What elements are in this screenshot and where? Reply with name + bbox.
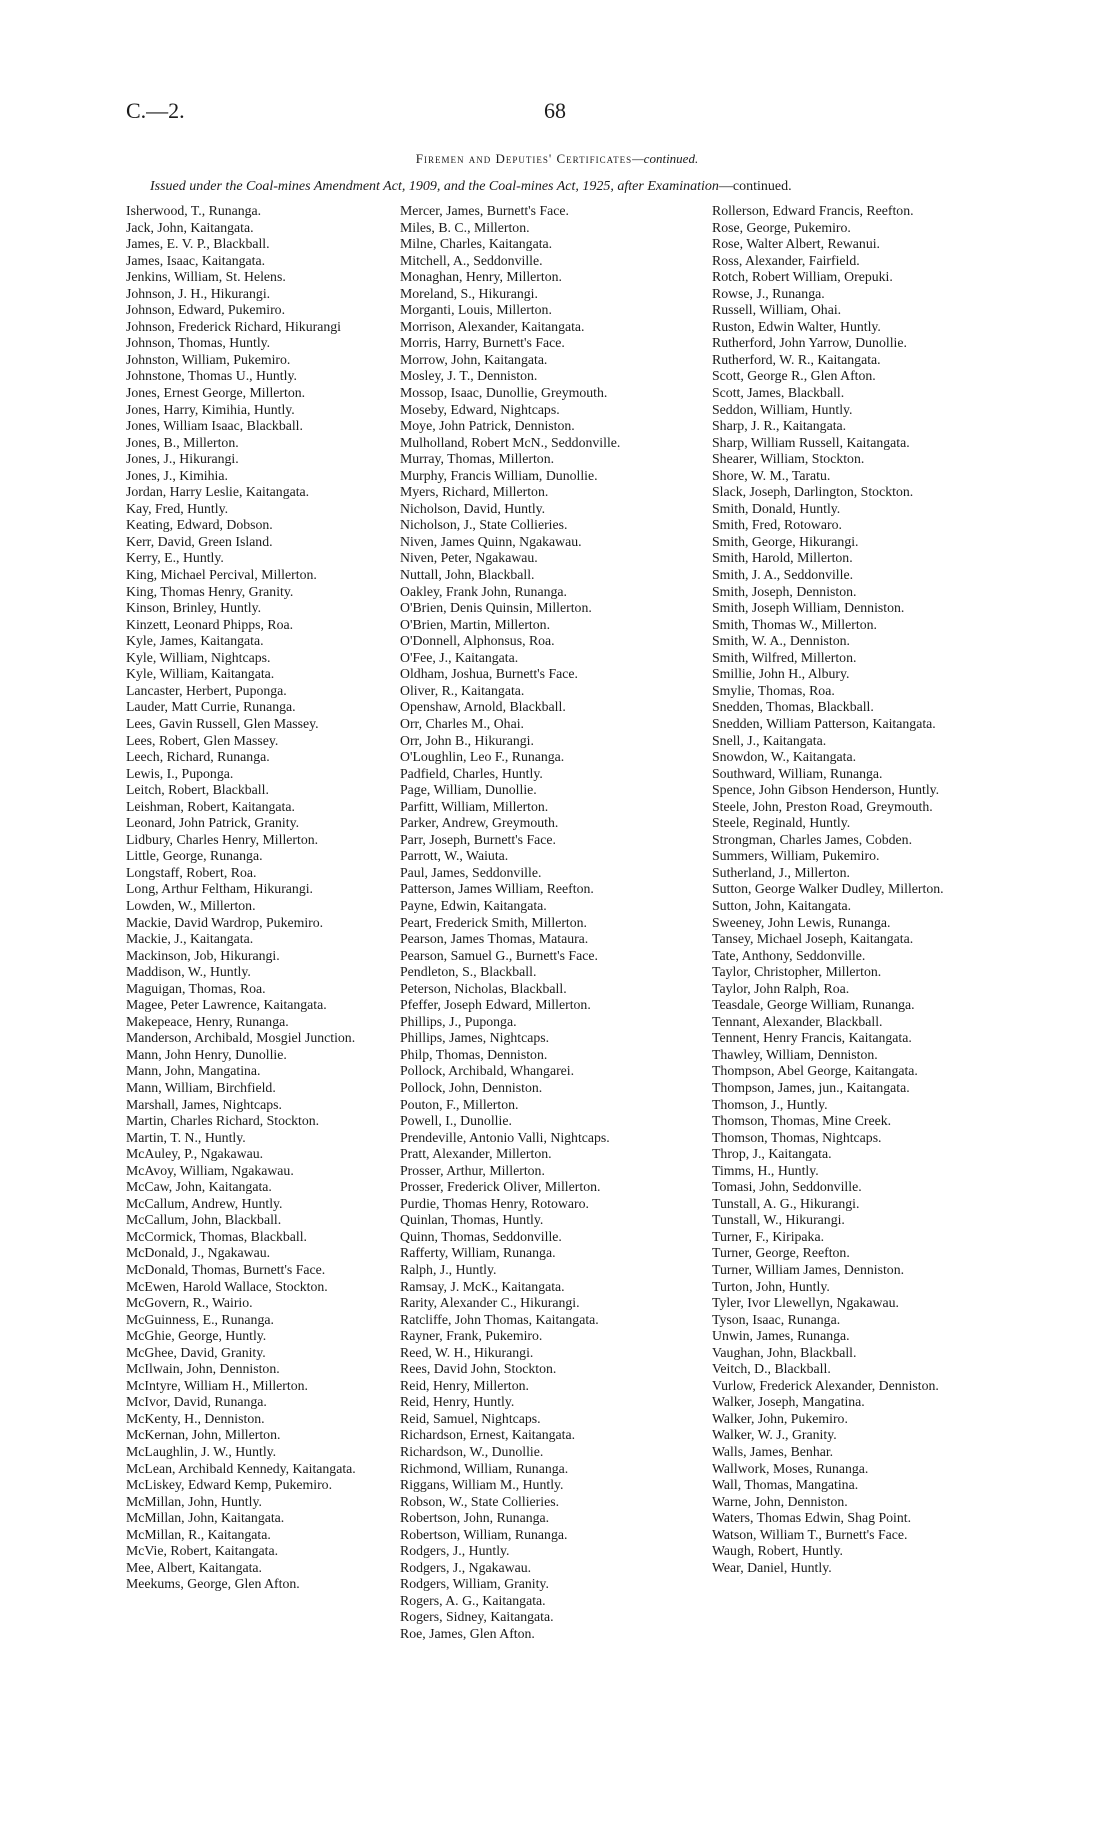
certificate-entry: McLean, Archibald Kennedy, Kaitangata. (126, 1460, 356, 1476)
certificate-entry: Pfeffer, Joseph Edward, Millerton. (400, 997, 591, 1013)
certificate-entry: Lowden, W., Millerton. (126, 897, 256, 913)
certificate-entry: James, Isaac, Kaitangata. (126, 252, 266, 268)
certificate-entry: Johnson, Thomas, Huntly. (126, 335, 271, 351)
certificate-entry: Jones, Harry, Kimihia, Huntly. (126, 401, 295, 417)
certificate-entry: Sharp, William Russell, Kaitangata. (712, 434, 910, 450)
certificate-entry: Mercer, James, Burnett's Face. (400, 203, 569, 218)
certificate-entry: Russell, William, Ohai. (712, 302, 842, 318)
certificate-entry: Long, Arthur Feltham, Hikurangi. (126, 881, 313, 897)
certificate-entry: Parr, Joseph, Burnett's Face. (400, 831, 556, 847)
certificate-entry: Rose, George, Pukemiro. (712, 219, 851, 235)
certificate-entry: Wall, Thomas, Mangatina. (712, 1477, 859, 1493)
certificate-entry: Kinzett, Leonard Phipps, Roa. (126, 616, 294, 632)
certificate-entry: Tyler, Ivor Llewellyn, Ngakawau. (712, 1295, 899, 1311)
certificate-entry: Patterson, James William, Reefton. (400, 881, 594, 897)
certificate-entry: Mee, Albert, Kaitangata. (126, 1559, 263, 1575)
certificate-entry: O'Fee, J., Kaitangata. (400, 649, 519, 665)
certificate-entry: Jones, B., Millerton. (126, 434, 239, 450)
certificate-entry: Mulholland, Robert McN., Seddonville. (400, 434, 621, 450)
certificate-entry: Mann, John Henry, Dunollie. (126, 1046, 287, 1062)
certificate-entry: Walker, W. J., Granity. (712, 1427, 837, 1443)
certificate-entry: Prendeville, Antonio Valli, Nightcaps. (400, 1129, 610, 1145)
certificate-entry: Mann, William, Birchfield. (126, 1079, 276, 1095)
certificate-entry: Moseby, Edward, Nightcaps. (400, 401, 560, 417)
certificate-entry: Peart, Frederick Smith, Millerton. (400, 914, 587, 930)
certificate-entry: Parker, Andrew, Greymouth. (400, 815, 559, 831)
certificate-entry: McGhie, George, Huntly. (126, 1328, 267, 1344)
certificate-entry: Kyle, William, Nightcaps. (126, 649, 271, 665)
certificate-entry: Johnson, Frederick Richard, Hikurangi (126, 318, 341, 334)
certificate-entry: Rose, Walter Albert, Rewanui. (712, 236, 880, 252)
names-column-3 (712, 203, 1014, 1576)
certificate-entry: Ralph, J., Huntly. (400, 1262, 497, 1277)
certificate-entry: Richmond, William, Runanga. (400, 1460, 569, 1476)
certificate-entry: Murray, Thomas, Millerton. (400, 451, 555, 467)
page-number: 68 (544, 98, 566, 123)
certificate-entry: Rafferty, William, Runanga. (400, 1245, 556, 1261)
certificate-entry: Lewis, I., Puponga. (126, 765, 234, 781)
certificate-entry: McMillan, John, Huntly. (126, 1493, 262, 1509)
certificate-entry: McDonald, J., Ngakawau. (126, 1245, 271, 1261)
section-title-main: Firemen and Deputies' Certificates (415, 151, 633, 166)
certificate-entry: Leishman, Robert, Kaitangata. (126, 798, 295, 814)
certificate-entry: Moreland, S., Hikurangi. (400, 285, 538, 301)
certificate-entry: McCormick, Thomas, Blackball. (126, 1228, 307, 1244)
certificate-entry: Jones, J., Kimihia. (126, 467, 228, 483)
certificate-entry: Leonard, John Patrick, Granity. (126, 815, 300, 831)
certificate-entry: McGovern, R., Wairio. (126, 1295, 253, 1311)
certificate-entry: Teasdale, George William, Runanga. (712, 997, 915, 1013)
certificate-entry: McAvoy, William, Ngakawau. (126, 1162, 294, 1178)
certificate-entry: McLiskey, Edward Kemp, Pukemiro. (126, 1477, 333, 1493)
certificate-entry: O'Donnell, Alphonsus, Roa. (400, 633, 555, 649)
certificate-entry: McIlwain, John, Denniston. (126, 1361, 280, 1377)
certificate-entry: Timms, H., Huntly. (712, 1162, 819, 1178)
certificate-entry: Peterson, Nicholas, Blackball. (400, 980, 567, 996)
certificate-entry: Snedden, Thomas, Blackball. (712, 699, 874, 715)
certificate-entry: Rogers, Sidney, Kaitangata. (400, 1609, 554, 1625)
certificate-entry: Makepeace, Henry, Runanga. (126, 1013, 289, 1029)
certificate-entry: Jack, John, Kaitangata. (126, 219, 254, 235)
certificate-entry: Throp, J., Kaitangata. (712, 1146, 832, 1162)
subtitle-continued: —continued. (718, 179, 792, 194)
certificate-entry: Slack, Joseph, Darlington, Stockton. (712, 484, 914, 500)
certificate-entry: Thomson, J., Huntly. (712, 1096, 828, 1112)
certificate-entry: Warne, John, Denniston. (712, 1493, 848, 1509)
certificate-entry: Johnson, J. H., Hikurangi. (126, 285, 271, 301)
certificate-entry: Turner, George, Reefton. (712, 1245, 850, 1261)
certificate-entry: Sutton, John, Kaitangata. (712, 897, 852, 913)
certificate-entry: James, E. V. P., Blackball. (126, 236, 270, 252)
certificate-entry: Richardson, Ernest, Kaitangata. (400, 1427, 576, 1443)
certificate-entry: Ruston, Edwin Walter, Huntly. (712, 318, 881, 334)
certificate-entry: Turner, F., Kiripaka. (712, 1228, 825, 1244)
certificate-entry: Kyle, William, Kaitangata. (126, 666, 275, 682)
certificate-entry: King, Thomas Henry, Granity. (126, 583, 294, 599)
certificate-entry: Page, William, Dunollie. (400, 782, 537, 798)
certificate-entry: Morganti, Louis, Millerton. (400, 302, 552, 318)
certificate-entry: Milne, Charles, Kaitangata. (400, 236, 553, 252)
certificate-entry: Tate, Anthony, Seddonville. (712, 947, 866, 963)
certificate-entry: Pollock, John, Denniston. (400, 1079, 543, 1095)
certificate-entry: Little, George, Runanga. (126, 848, 263, 864)
certificate-entry: Pratt, Alexander, Millerton. (400, 1146, 552, 1162)
certificate-entry: Lidbury, Charles Henry, Millerton. (126, 831, 319, 847)
certificate-entry: Jones, J., Hikurangi. (126, 451, 239, 467)
certificate-entry: Nicholson, David, Huntly. (400, 500, 546, 516)
certificate-entry: Purdie, Thomas Henry, Rotowaro. (400, 1195, 589, 1211)
certificate-entry: Leech, Richard, Runanga. (126, 749, 270, 765)
certificate-entry: Waugh, Robert, Huntly. (712, 1543, 843, 1559)
certificate-entry: Pearson, Samuel G., Burnett's Face. (400, 947, 598, 963)
certificate-entry: Oakley, Frank John, Runanga. (400, 583, 567, 599)
certificate-entry: Kay, Fred, Huntly. (126, 500, 229, 516)
certificate-entry: Jones, Ernest George, Millerton. (126, 385, 306, 401)
certificate-entry: Robson, W., State Collieries. (400, 1493, 560, 1509)
certificate-entry: Orr, John B., Hikurangi. (400, 732, 534, 748)
certificate-entry: Reid, Henry, Huntly. (400, 1394, 515, 1410)
certificate-entry: Tennant, Alexander, Blackball. (712, 1013, 883, 1029)
certificate-entry: Southward, William, Runanga. (712, 765, 883, 781)
certificate-entry: Tennent, Henry Francis, Kaitangata. (712, 1030, 912, 1046)
certificate-entry: Ross, Alexander, Fairfield. (712, 252, 860, 268)
certificate-entry: Monaghan, Henry, Millerton. (400, 269, 562, 285)
certificate-entry: McDonald, Thomas, Burnett's Face. (126, 1262, 326, 1277)
certificate-entry: Rodgers, William, Granity. (400, 1576, 549, 1592)
certificate-entry: Phillips, J., Puponga. (400, 1013, 517, 1029)
certificate-entry: Pearson, James Thomas, Mataura. (400, 931, 589, 947)
certificate-entry: Reid, Henry, Millerton. (400, 1377, 530, 1393)
certificate-entry: Walls, James, Benhar. (712, 1444, 834, 1460)
certificate-entry: McGhee, David, Granity. (126, 1344, 266, 1360)
certificate-entry: Smith, Joseph William, Denniston. (712, 600, 905, 616)
certificate-entry: Richardson, W., Dunollie. (400, 1444, 544, 1460)
certificate-entry: Robertson, William, Runanga. (400, 1526, 568, 1542)
certificate-entry: Lancaster, Herbert, Puponga. (126, 682, 287, 698)
certificate-entry: McCaw, John, Kaitangata. (126, 1179, 272, 1195)
section-title (0, 151, 1114, 167)
certificate-entry: Mossop, Isaac, Dunollie, Greymouth. (400, 385, 608, 401)
certificate-entry: Miles, B. C., Millerton. (400, 219, 530, 235)
certificate-entry: Padfield, Charles, Huntly. (400, 765, 543, 781)
certificate-entry: Summers, William, Pukemiro. (712, 848, 880, 864)
certificate-entry: Kyle, James, Kaitangata. (126, 633, 264, 649)
certificate-entry: Johnston, William, Pukemiro. (126, 351, 291, 367)
certificate-entry: Smylie, Thomas, Roa. (712, 682, 835, 698)
certificate-entry: Paul, James, Seddonville. (400, 864, 542, 880)
certificate-entry: Rogers, A. G., Kaitangata. (400, 1592, 546, 1608)
certificate-entry: McMillan, John, Kaitangata. (126, 1510, 285, 1526)
certificate-entry: McMillan, R., Kaitangata. (126, 1526, 271, 1542)
certificate-entry: Robertson, John, Runanga. (400, 1510, 550, 1526)
certificate-entry: Morrow, John, Kaitangata. (400, 351, 548, 367)
certificate-entry: Thawley, William, Denniston. (712, 1046, 878, 1062)
certificate-entry: Meekums, George, Glen Afton. (126, 1576, 300, 1592)
certificate-entry: McVie, Robert, Kaitangata. (126, 1543, 279, 1559)
certificate-entry: Moye, John Patrick, Denniston. (400, 418, 575, 434)
certificate-entry: Riggans, William M., Huntly. (400, 1477, 564, 1493)
certificate-entry: Watson, William T., Burnett's Face. (712, 1526, 908, 1542)
certificate-entry: Tansey, Michael Joseph, Kaitangata. (712, 931, 914, 947)
certificate-entry: Rowse, J., Runanga. (712, 285, 825, 301)
certificate-entry: Ramsay, J. McK., Kaitangata. (400, 1278, 565, 1294)
certificate-entry: Martin, Charles Richard, Stockton. (126, 1113, 320, 1129)
certificate-entry: Smith, Harold, Millerton. (712, 550, 853, 566)
certificate-entry: Smillie, John H., Albury. (712, 666, 850, 682)
certificate-entry: McCallum, Andrew, Huntly. (126, 1195, 283, 1211)
certificate-entry: Rutherford, W. R., Kaitangata. (712, 351, 881, 367)
certificate-entry: Walker, Joseph, Mangatina. (712, 1394, 865, 1410)
certificate-entry: Vaughan, John, Blackball. (712, 1344, 857, 1360)
certificate-entry: Parfitt, William, Millerton. (400, 798, 549, 814)
certificate-entry: Orr, Charles M., Ohai. (400, 715, 524, 731)
certificate-entry: Snowdon, W., Kaitangata. (712, 749, 857, 765)
certificate-entry: Shearer, William, Stockton. (712, 451, 865, 467)
certificate-entry: Sutherland, J., Millerton. (712, 864, 850, 880)
certificate-entry: Manderson, Archibald, Mosgiel Junction. (126, 1030, 356, 1046)
certificate-entry: Lees, Robert, Glen Massey. (126, 732, 279, 748)
certificate-entry: Smith, W. A., Denniston. (712, 633, 850, 649)
certificate-entry: Thomson, Thomas, Mine Creek. (712, 1113, 892, 1129)
certificate-entry: Parrott, W., Waiuta. (400, 848, 509, 864)
certificate-entry: Reed, W. H., Hikurangi. (400, 1344, 534, 1360)
certificate-entry: Tomasi, John, Seddonville. (712, 1179, 862, 1195)
certificate-entry: Tunstall, W., Hikurangi. (712, 1212, 845, 1228)
certificate-entry: Rayner, Frank, Pukemiro. (400, 1328, 543, 1344)
certificate-entry: Longstaff, Robert, Roa. (126, 864, 257, 880)
certificate-entry: Ratcliffe, John Thomas, Kaitangata. (400, 1311, 599, 1327)
certificate-entry: Sutton, George Walker Dudley, Millerton. (712, 881, 944, 897)
certificate-entry: Philp, Thomas, Denniston. (400, 1046, 548, 1062)
certificate-entry: Smith, J. A., Seddonville. (712, 567, 854, 583)
certificate-entry: Thompson, James, jun., Kaitangata. (712, 1079, 910, 1095)
certificate-entry: Powell, I., Dunollie. (400, 1113, 512, 1129)
certificate-entry: Magee, Peter Lawrence, Kaitangata. (126, 997, 327, 1013)
certificate-entry: Sharp, J. R., Kaitangata. (712, 418, 847, 434)
certificate-entry: Snell, J., Kaitangata. (712, 732, 827, 748)
certificate-entry: McKenty, H., Denniston. (126, 1410, 265, 1426)
certificate-entry: Mackinson, Job, Hikurangi. (126, 947, 280, 963)
certificate-entry: Johnson, Edward, Pukemiro. (126, 302, 286, 318)
certificate-entry: Mann, John, Mangatina. (126, 1063, 261, 1079)
certificate-entry: Mackie, J., Kaitangata. (126, 931, 254, 947)
certificate-entry: McKernan, John, Millerton. (126, 1427, 281, 1443)
certificate-entry: Jordan, Harry Leslie, Kaitangata. (126, 484, 310, 500)
certificate-entry: Nicholson, J., State Collieries. (400, 517, 568, 533)
certificate-entry: Lees, Gavin Russell, Glen Massey. (126, 715, 319, 731)
certificate-entry: McAuley, P., Ngakawau. (126, 1146, 264, 1162)
certificate-entry: McIvor, David, Runanga. (126, 1394, 267, 1410)
certificate-entry: Murphy, Francis William, Dunollie. (400, 467, 598, 483)
certificate-entry: Keating, Edward, Dobson. (126, 517, 273, 533)
certificate-entry: Strongman, Charles James, Cobden. (712, 831, 913, 847)
names-column-2 (400, 203, 700, 1643)
section-subtitle (150, 179, 1040, 195)
certificate-entry: Scott, George R., Glen Afton. (712, 368, 876, 384)
certificate-entry: Turner, William James, Denniston. (712, 1262, 905, 1277)
certificate-entry: Morris, Harry, Burnett's Face. (400, 335, 565, 351)
certificate-entry: Pouton, F., Millerton. (400, 1096, 519, 1112)
certificate-entry: Pendleton, S., Blackball. (400, 964, 537, 980)
certificate-entry: Tyson, Isaac, Runanga. (712, 1311, 841, 1327)
certificate-entry: Vurlow, Frederick Alexander, Denniston. (712, 1377, 939, 1393)
certificate-entry: Wallwork, Moses, Runanga. (712, 1460, 869, 1476)
certificate-entry: Waters, Thomas Edwin, Shag Point. (712, 1510, 912, 1526)
certificate-entry: Morrison, Alexander, Kaitangata. (400, 318, 585, 334)
certificate-entry: Openshaw, Arnold, Blackball. (400, 699, 566, 715)
certificate-entry: Smith, Joseph, Denniston. (712, 583, 857, 599)
certificate-entry: Marshall, James, Nightcaps. (126, 1096, 282, 1112)
certificate-entry: Roe, James, Glen Afton. (400, 1626, 535, 1642)
certificate-entry: McEwen, Harold Wallace, Stockton. (126, 1278, 328, 1294)
certificate-entry: Sweeney, John Lewis, Runanga. (712, 914, 891, 930)
certificate-entry: Oldham, Joshua, Burnett's Face. (400, 666, 578, 682)
certificate-entry: Maguigan, Thomas, Roa. (126, 980, 266, 996)
certificate-entry: Rarity, Alexander C., Hikurangi. (400, 1295, 580, 1311)
certificate-entry: Taylor, Christopher, Millerton. (712, 964, 882, 980)
certificate-entry: Leitch, Robert, Blackball. (126, 782, 269, 798)
certificate-entry: Pollock, Archibald, Whangarei. (400, 1063, 575, 1079)
certificate-entry: Taylor, John Ralph, Roa. (712, 980, 850, 996)
certificate-entry: Mitchell, A., Seddonville. (400, 252, 543, 268)
document-reference: C.—2. (126, 98, 185, 123)
certificate-entry: Steele, John, Preston Road, Greymouth. (712, 798, 933, 814)
certificate-entry: Mosley, J. T., Denniston. (400, 368, 538, 384)
certificate-entry: Prosser, Frederick Oliver, Millerton. (400, 1179, 601, 1195)
certificate-entry: Steele, Reginald, Huntly. (712, 815, 851, 831)
certificate-entry: Smith, Thomas W., Millerton. (712, 616, 877, 632)
certificate-entry: Lauder, Matt Currie, Runanga. (126, 699, 296, 715)
certificate-entry: Spence, John Gibson Henderson, Huntly. (712, 782, 940, 798)
certificate-entry: Niven, Peter, Ngakawau. (400, 550, 538, 566)
certificate-entry: Reid, Samuel, Nightcaps. (400, 1410, 541, 1426)
certificate-entry: Jenkins, William, St. Helens. (126, 269, 286, 285)
certificate-entry: Thomson, Thomas, Nightcaps. (712, 1129, 882, 1145)
certificate-entry: Prosser, Arthur, Millerton. (400, 1162, 545, 1178)
certificate-entry: Rotch, Robert William, Orepuki. (712, 269, 893, 285)
certificate-entry: Payne, Edwin, Kaitangata. (400, 897, 547, 913)
certificate-entry: Rees, David John, Stockton. (400, 1361, 557, 1377)
certificate-entry: Rollerson, Edward Francis, Reefton. (712, 203, 914, 218)
certificate-entry: Wear, Daniel, Huntly. (712, 1559, 832, 1575)
certificate-entry: Tunstall, A. G., Hikurangi. (712, 1195, 860, 1211)
certificate-entry: Kerr, David, Green Island. (126, 533, 273, 549)
certificate-entry: Jones, William Isaac, Blackball. (126, 418, 303, 434)
certificate-entry: McLaughlin, J. W., Huntly. (126, 1444, 277, 1460)
certificate-entry: Kerry, E., Huntly. (126, 550, 224, 566)
subtitle-text: Issued under the Coal-mines Amendment Act, 1909, and the Coal-mines Act, 1925, after Examination (150, 179, 719, 194)
certificate-entry: Nuttall, John, Blackball. (400, 567, 535, 583)
certificate-entry: Walker, John, Pukemiro. (712, 1410, 848, 1426)
certificate-entry: O'Brien, Denis Quinsin, Millerton. (400, 600, 592, 616)
certificate-entry: Smith, Wilfred, Millerton. (712, 649, 857, 665)
certificate-entry: Niven, James Quinn, Ngakawau. (400, 533, 582, 549)
certificate-entry: Myers, Richard, Millerton. (400, 484, 549, 500)
section-title-continued: —continued. (632, 151, 699, 166)
certificate-entry: Rodgers, J., Huntly. (400, 1543, 510, 1559)
certificate-entry: Isherwood, T., Runanga. (126, 203, 262, 218)
certificate-entry: Quinn, Thomas, Seddonville. (400, 1228, 562, 1244)
certificate-entry: Rutherford, John Yarrow, Dunollie. (712, 335, 907, 351)
certificate-entry: Johnstone, Thomas U., Huntly. (126, 368, 297, 384)
certificate-entry: Mackie, David Wardrop, Pukemiro. (126, 914, 324, 930)
certificate-entry: Seddon, William, Huntly. (712, 401, 853, 417)
certificate-entry: King, Michael Percival, Millerton. (126, 567, 317, 583)
certificate-entry: Martin, T. N., Huntly. (126, 1129, 246, 1145)
certificate-entry: Smith, Fred, Rotowaro. (712, 517, 842, 533)
certificate-entry: McCallum, John, Blackball. (126, 1212, 282, 1228)
certificate-entry: Rodgers, J., Ngakawau. (400, 1559, 532, 1575)
certificate-entry: Veitch, D., Blackball. (712, 1361, 831, 1377)
certificate-entry: Unwin, James, Runanga. (712, 1328, 850, 1344)
certificate-entry: Maddison, W., Huntly. (126, 964, 251, 980)
certificate-entry: Snedden, William Patterson, Kaitangata. (712, 715, 936, 731)
certificate-entry: Phillips, James, Nightcaps. (400, 1030, 550, 1046)
certificate-entry: Kinson, Brinley, Huntly. (126, 600, 262, 616)
certificate-entry: McIntyre, William H., Millerton. (126, 1377, 308, 1393)
certificate-entry: O'Loughlin, Leo F., Runanga. (400, 749, 565, 765)
certificate-entry: Shore, W. M., Taratu. (712, 467, 831, 483)
certificate-entry: Turton, John, Huntly. (712, 1278, 830, 1294)
certificate-entry: McGuinness, E., Runanga. (126, 1311, 274, 1327)
certificate-entry: Thompson, Abel George, Kaitangata. (712, 1063, 918, 1079)
certificate-entry: Quinlan, Thomas, Huntly. (400, 1212, 544, 1228)
certificate-entry: Scott, James, Blackball. (712, 385, 845, 401)
names-column-1 (126, 203, 396, 1593)
certificate-entry: O'Brien, Martin, Millerton. (400, 616, 551, 632)
certificate-entry: Oliver, R., Kaitangata. (400, 682, 525, 698)
certificate-entry: Smith, George, Hikurangi. (712, 533, 859, 549)
certificate-entry: Smith, Donald, Huntly. (712, 500, 841, 516)
